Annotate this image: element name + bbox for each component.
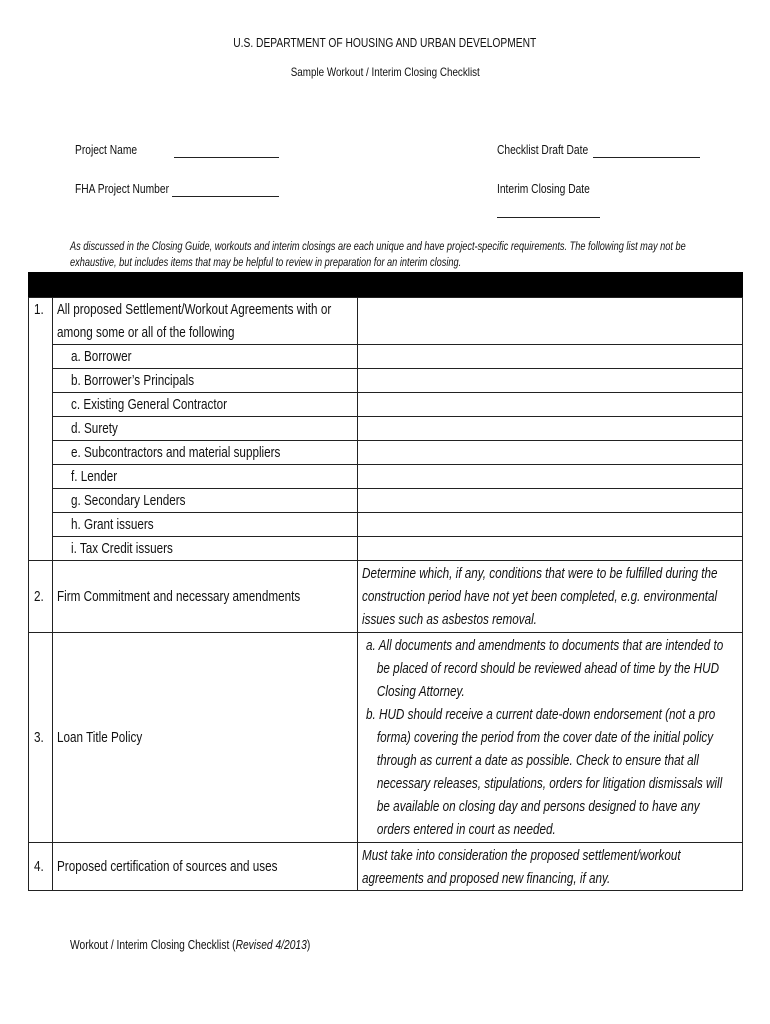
item-description: Loan Title Policy	[53, 633, 358, 843]
document-subtitle: Sample Workout / Interim Closing Checklist	[290, 65, 480, 79]
list-item: h. Grant issuers	[29, 513, 743, 537]
item-notes-cell[interactable]: Must take into consideration the proposed settlement/workout agreements and proposed new financing, if any.	[358, 843, 743, 891]
item-number: 1.	[29, 298, 53, 345]
item-notes-cell[interactable]	[358, 345, 743, 369]
interim-closing-label: Interim Closing Date	[497, 182, 590, 196]
list-item: f. Lender	[29, 465, 743, 489]
item-notes-cell[interactable]	[358, 465, 743, 489]
item-description: All proposed Settlement/Workout Agreements with or among some or all of the following	[53, 298, 358, 345]
item-notes-cell[interactable]	[358, 393, 743, 417]
fha-number-label: FHA Project Number	[75, 182, 169, 196]
page-footer: Workout / Interim Closing Checklist (Revised 4/2013)	[70, 938, 311, 952]
item-notes-cell[interactable]	[358, 417, 743, 441]
table-header-bar	[28, 272, 743, 297]
item-notes-cell[interactable]	[358, 441, 743, 465]
item-number: 2.	[29, 561, 53, 633]
item-notes-cell[interactable]	[358, 369, 743, 393]
checklist-item-2	[29, 561, 743, 633]
document-agency-title: U.S. DEPARTMENT OF HOUSING AND URBAN DEVELOPMENT	[233, 36, 537, 50]
project-name-field	[75, 143, 151, 157]
checklist-table	[28, 297, 743, 891]
item-notes-cell[interactable]: Determine which, if any, conditions that were to be fulfilled during the construction period have not yet been completed, e.g. environmental issues such as asbestos removal.	[358, 561, 743, 633]
checklist-item-4	[29, 843, 743, 891]
item-notes-cell[interactable]	[358, 489, 743, 513]
item-description: Firm Commitment and necessary amendments	[53, 561, 358, 633]
list-item: d. Surety	[29, 417, 743, 441]
list-item: e. Subcontractors and material suppliers	[29, 441, 743, 465]
list-item: i. Tax Credit issuers	[29, 537, 743, 561]
project-name-label: Project Name	[75, 143, 138, 157]
fha-number-blank[interactable]	[172, 185, 279, 197]
checklist-item-3	[29, 633, 743, 843]
item-description: Proposed certification of sources and uses	[53, 843, 358, 891]
draft-date-label: Checklist Draft Date	[497, 143, 589, 157]
draft-date-blank[interactable]	[593, 146, 700, 158]
item-number: 4.	[29, 843, 53, 891]
list-item: a. Borrower	[29, 345, 743, 369]
list-item: c. Existing General Contractor	[29, 393, 743, 417]
item-number: 3.	[29, 633, 53, 843]
project-name-blank[interactable]	[174, 146, 279, 158]
intro-paragraph: As discussed in the Closing Guide, workouts and interim closings are each unique and have project-specific requirements. The following list may not be exhaustive, but includes items that may be helpful to review in preparation for an interim closing.	[70, 241, 686, 269]
item-notes-cell[interactable]: a. All documents and amendments to documents that are intended to be placed of record should be reviewed ahead of time by the HUD Closing Attorney. b. HUD should receive a current date-down endorsement (not a pro forma) covering the period from the cover date of the initial policy through as current a date as possible. Check to ensure that all necessary releases, stipulations, orders for litigation dismissals will be available on closing day and persons designed to have any orders entered in court as needed.	[358, 633, 743, 843]
item-notes-cell[interactable]	[358, 513, 743, 537]
interim-closing-field	[497, 182, 610, 196]
interim-closing-blank[interactable]	[497, 206, 600, 218]
checklist-item-1	[29, 298, 743, 345]
item-notes-cell[interactable]	[358, 537, 743, 561]
draft-date-field	[497, 143, 608, 157]
list-item: g. Secondary Lenders	[29, 489, 743, 513]
item-notes-cell[interactable]	[358, 298, 743, 345]
list-item: b. Borrower’s Principals	[29, 369, 743, 393]
revision-date: Revised 4/2013	[235, 938, 307, 952]
